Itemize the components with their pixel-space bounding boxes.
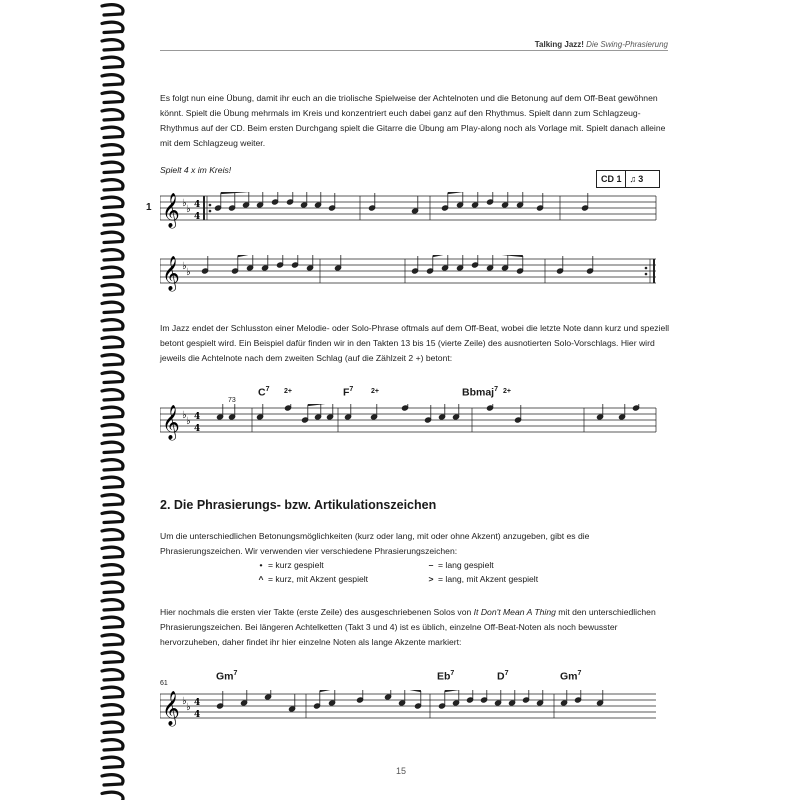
svg-text:𝄞: 𝄞 (162, 193, 180, 228)
bar-number: 61 (160, 680, 168, 687)
eighth-notes-icon: ♫ (629, 174, 637, 184)
page-number: 15 (396, 766, 407, 776)
chord-symbol-eb7: Eb$^7$ (437, 670, 455, 683)
exercise-caption: Spielt 4 x im Kreis! (160, 165, 232, 175)
svg-text:♭: ♭ (186, 267, 191, 278)
phrasing-example-paragraph: Hier nochmals die ersten vier Takte (erste Zeile) des ausgeschriebenen Solos von It Don't Mean A Thing mit den unterschiedlichen Phrasierungszeichen. Bei längeren Achtelketten (Takt 3 und 4) ist es üblich, einzelne Off-Beat-Noten als noch bewusster hervorzuheben, daher findet ihr hier einzelne Noten als lange Akzente markiert: (160, 607, 656, 647)
legend-item-short-accent: ^ = kurz, mit Akzent gespielt (254, 574, 368, 584)
count-mark: 2+ (371, 388, 379, 395)
intro-paragraph: Es folgt nun eine Übung, damit ihr euch an die triolische Spielweise der Achtelnoten und die Betonung auf dem Off-Beat gewöhnen könnt. Spielt die Übung mehrmals im Kreis und konzentriert euch dabei ganz auf den Rhythmus. Spielt dann zum Schlagzeug-Rhythmus auf der CD. Beim ersten Durchgang spielt die Gitarre die Übung am Play-along noch als Vorlage mit. Spielt danach alleine mit dem Schlagzeug weiter. (160, 93, 666, 148)
cd-label: CD 1 (597, 171, 626, 187)
count-mark: 2+ (503, 388, 511, 395)
chord-symbol-1: $C^7$ (258, 386, 270, 399)
svg-text:♭: ♭ (186, 702, 191, 713)
bar-number: 73 (228, 397, 236, 404)
music-staff-example-phrasing (160, 690, 660, 730)
marcato-accent-icon: ^ (258, 574, 264, 584)
chord-symbol-gm7-2: Gm$^7$ (560, 670, 582, 683)
tenuto-line-icon: – (428, 560, 434, 570)
count-mark: 2+ (284, 388, 292, 395)
track-number: 3 (638, 174, 644, 184)
music-staff-example-offbeat (160, 404, 660, 444)
svg-text:♭: ♭ (182, 696, 187, 707)
accent-icon: > (428, 574, 434, 584)
section-heading: 2. Die Phrasierungs- bzw. Artikulationszeichen (160, 498, 437, 512)
svg-text:𝄞: 𝄞 (162, 691, 180, 726)
header-subtitle: Die Swing-Phrasierung (586, 40, 668, 49)
legend-item-long-accent: > = lang, mit Akzent gespielt (424, 574, 538, 584)
spiral-binding (96, 0, 130, 800)
chord-symbol-gm7: Gm$^7$ (216, 670, 238, 683)
svg-text:♭: ♭ (182, 410, 187, 421)
offbeat-paragraph: Im Jazz endet der Schlusston einer Melodie- oder Solo-Phrase oftmals auf dem Off-Beat, wobei die letzte Note dann kurz und speziell betont gespielt wird. Ein Beispiel dafür finden wir in den Takten 13 bis 15 (vierte Zeile) des ausnotierten Solo-Vorschlags. Hier wird jeweils die Achtelnote nach dem zweiten Schlag (auf die Zählzeit 2 +) betont: (160, 323, 670, 363)
legend-item-short: • = kurz gespielt (254, 560, 324, 570)
legend-item-long: – = lang gespielt (424, 560, 494, 570)
articulation-intro-paragraph: Um die unterschiedlichen Betonungsmöglichkeiten (kurz oder lang, mit oder ohne Akzent) anzugeben, gibt es die Phrasierungszeichen. Wir verwenden vier verschiedene Phrasierungszeichen: (160, 531, 590, 556)
svg-text:♭: ♭ (182, 261, 187, 272)
svg-text:𝄞: 𝄞 (162, 256, 180, 291)
svg-text:♭: ♭ (186, 204, 191, 215)
svg-text:4: 4 (194, 424, 201, 434)
svg-text:4: 4 (194, 200, 201, 210)
header-title: Talking Jazz! (534, 40, 584, 49)
cd-track-box (596, 170, 660, 188)
svg-text:4: 4 (194, 698, 201, 708)
svg-text:4: 4 (194, 412, 201, 422)
svg-text:♭: ♭ (186, 416, 191, 427)
svg-text:♭: ♭ (182, 198, 187, 209)
chord-symbol-2: $F^7$ (343, 386, 354, 399)
music-staff-exercise-line-1 (160, 192, 660, 242)
music-staff-exercise-line-2 (160, 255, 660, 305)
chord-symbol-3: Bbmaj$^7$ (462, 386, 498, 399)
svg-text:4: 4 (194, 212, 201, 222)
chord-symbol-d7: $D^7$ (497, 670, 509, 683)
staccato-dot-icon: • (259, 560, 263, 570)
header-rule (160, 50, 668, 51)
exercise-row-number: 1 (146, 202, 152, 213)
svg-text:4: 4 (194, 710, 201, 720)
svg-text:𝄞: 𝄞 (162, 405, 180, 440)
running-header (160, 40, 668, 49)
song-title: It Don't Mean A Thing (473, 607, 556, 617)
